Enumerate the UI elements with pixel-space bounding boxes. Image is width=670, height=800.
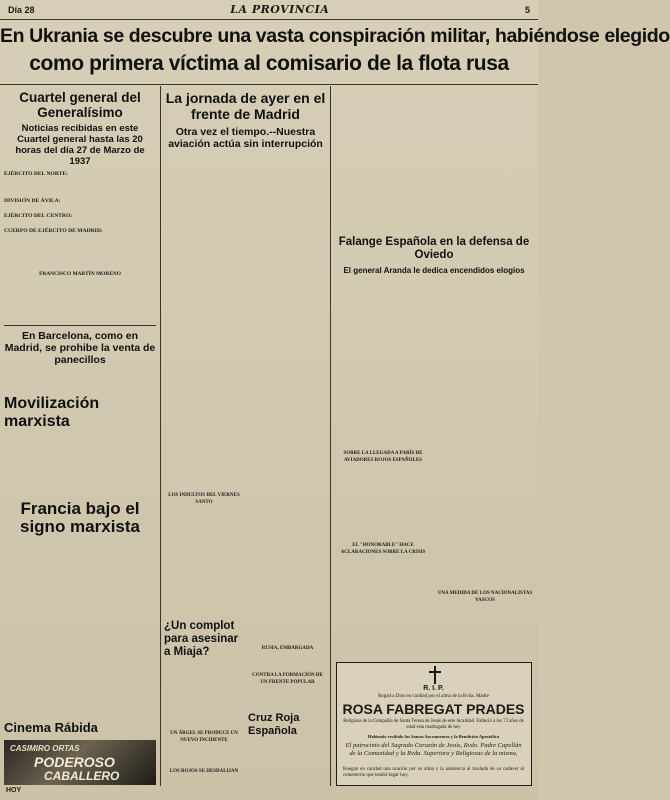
middle-column: [164, 90, 327, 790]
obituary-prayer: Ruegan en caridad una oración por su alma y la asistencia al traslado de su cadáver al cementerio que tendrá lugar hoy.: [343, 767, 524, 778]
section-avila: DIVISIÓN DE ÁVILA:: [4, 198, 61, 204]
section-centro: EJÉRCITO DEL CENTRO:: [4, 213, 73, 219]
rojos-heading: LOS ROJOS SE DESDALIJAN: [169, 769, 239, 774]
complot-title: ¿Un complot para asesinar a Miaja?: [164, 620, 239, 658]
barcelona-title: En Barcelona, como en Madrid, se prohibe la venta de panecillos: [4, 330, 156, 366]
aviadores-heading: SOBRE LA LLEGADA A PARÍS DE AVIADORES ROJOS ESPAÑOLES: [343, 451, 423, 463]
text-block: [4, 416, 156, 496]
jornada-title: La jornada de ayer en el frente de Madrid: [165, 90, 326, 122]
right-column: [334, 90, 534, 790]
text-block: [164, 662, 244, 722]
cruz-roja-title: Cruz Roja Española: [248, 712, 300, 737]
obituary-sacraments: Habiendo recibido los Santos Sacramentos y la Bendición Apostólica: [367, 734, 500, 739]
headline-line-2: como primera víctima al comisario de la flota rusa: [29, 52, 509, 75]
cross-icon: [428, 666, 442, 684]
text-block: [4, 540, 156, 718]
text-block: [436, 450, 534, 560]
obituary-rip: R. I. P.: [423, 685, 444, 692]
top-bar: [0, 0, 538, 20]
obituary-box: [336, 662, 532, 786]
frente-popular-heading: CONTRA LA FORMACIÓN DE UN FRENTE POPULAR: [252, 673, 323, 685]
nacionalistas-heading: UNA MEDIDA DE LOS NACIONALISTAS VASCOS: [437, 591, 533, 603]
text-block: [4, 360, 156, 392]
jornada-subtitle: Otra vez el tiempo.--Nuestra aviación actúa sin interrupción: [168, 126, 323, 150]
headline-rule: [0, 84, 538, 85]
text-block: [4, 220, 156, 228]
text-block: [4, 235, 156, 271]
obituary-detail: Religiosa de la Compañía de Santa Teresa de Jesús de este localidad. Falleció a los 73 años de edad esta madrugada de hoy: [343, 719, 524, 730]
text-block: [4, 178, 156, 198]
rusia-heading: RUSIA, EMBARGADA: [261, 646, 314, 651]
obituary-intro: Rogad a Dios en caridad por el alma de la Rvda. Madre: [377, 694, 490, 699]
obituary-congregation: El patrocinio del Sagrado Corazón de Jesús, Rvdo. Padre Capellán de la Comunidad y la Rvda. Superiora y Religiosas de la misma,: [345, 742, 522, 757]
main-headline: [0, 22, 670, 82]
poster-actor: CASIMIRO ORTAS: [10, 744, 80, 753]
francia-title: Francia bajo el signo marxista: [20, 499, 140, 536]
text-block: [4, 205, 156, 213]
movilizacion-title: Movilización marxista: [4, 395, 100, 430]
text-block: [164, 508, 244, 618]
column-rule-2: [330, 86, 331, 786]
poster-title-2: CABALLERO: [44, 769, 120, 783]
text-block: [334, 466, 432, 536]
honorable-heading: EL "HONORABLE" HACE ACLARACIONES SOBRE LA CRISIS: [340, 543, 426, 555]
left-column: [4, 90, 156, 794]
signature: FRANCISCO MARTÍN MORENO: [39, 271, 121, 277]
falange-subtitle: El general Aranda le dedica encendidos elogios: [343, 266, 525, 275]
masthead: LA PROVINCIA: [230, 3, 330, 16]
obituary-name: ROSA FABREGAT PRADES: [342, 701, 525, 717]
section-norte: EJÉRCITO DEL NORTE:: [4, 171, 69, 177]
column-rule-1: [160, 86, 161, 786]
page-date-label: Día 28: [8, 4, 35, 15]
headline-line-1: En Ukrania se descubre una vasta conspiración militar, habiéndose elegido: [0, 25, 670, 47]
text-block: [334, 90, 534, 230]
indultos-heading: LOS INDULTOS DEL VIERNES SANTO: [168, 493, 240, 505]
argel-heading: UN ÁRGEL SE PRODUCE UN NUEVO INCIDENTE: [170, 731, 238, 743]
cuartel-general-subtitle: Noticias recibidas en este Cuartel general hasta las 20 horas del día 27 de Marzo de 1937: [15, 123, 145, 167]
falange-title: Falange Española en la defensa de Oviedo: [338, 236, 530, 261]
cinema-rabida-title: Cinema Rábida: [4, 720, 98, 735]
text-block: [248, 492, 327, 642]
section-madrid: CUERPO DE EJÉRCITO DE MADRID:: [4, 228, 103, 234]
cinema-poster-image: [4, 740, 156, 785]
page-number: 5: [524, 4, 530, 15]
text-block: [334, 280, 534, 380]
poster-title-1: PODEROSO: [34, 754, 115, 770]
text-block: [164, 154, 327, 374]
footer-label: HOY: [6, 787, 22, 794]
cuartel-general-title: Cuartel general del Generalísimo: [19, 90, 141, 120]
section-rule: [4, 325, 156, 326]
